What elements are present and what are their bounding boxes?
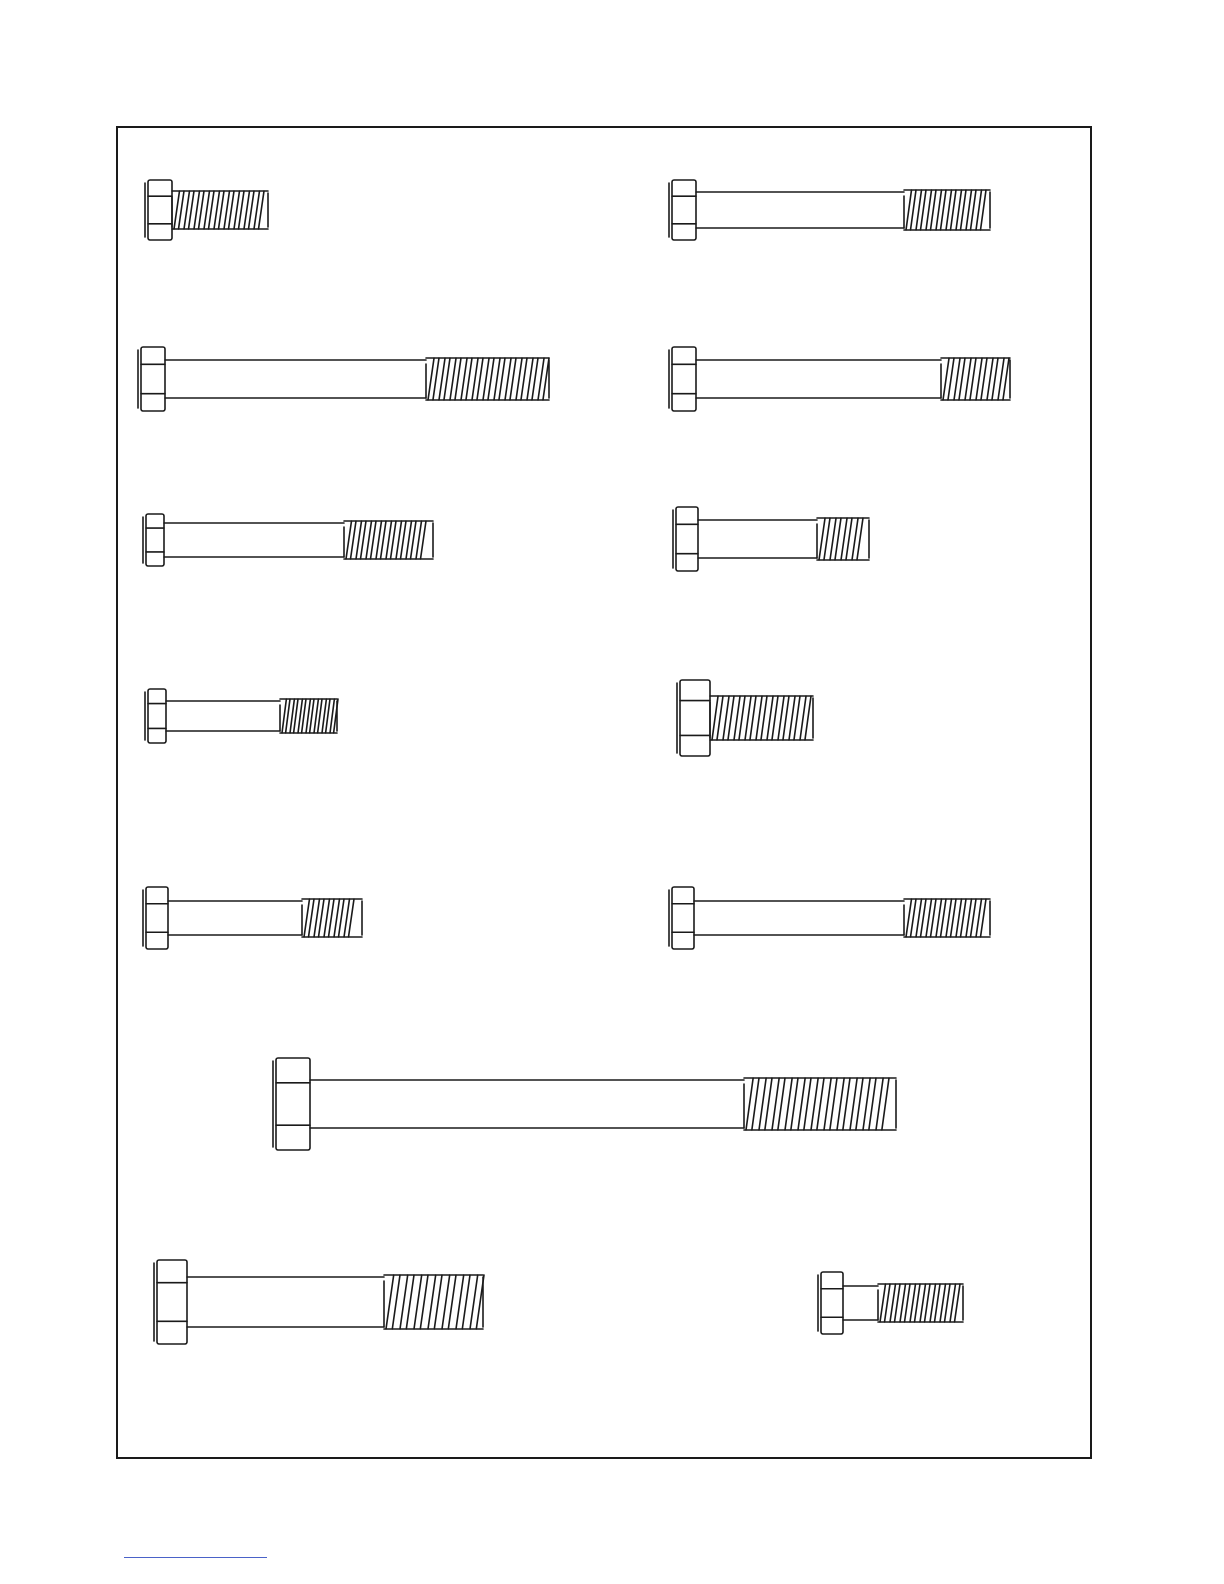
bolt-head: [669, 347, 696, 411]
bolt-11: [273, 1058, 896, 1150]
bolt-thread: [384, 1275, 484, 1329]
bolt-thread: [744, 1078, 896, 1130]
bolt-shank: [165, 360, 426, 398]
bolt-shank: [187, 1277, 384, 1327]
bolt-7: [145, 689, 338, 743]
bolt-13: [818, 1272, 963, 1334]
bolt-thread: [941, 358, 1010, 400]
bolt-thread: [344, 521, 433, 559]
bolt-thread: [172, 191, 268, 229]
bolt-head: [818, 1272, 843, 1334]
bolt-thread: [817, 518, 869, 560]
bolt-thread: [302, 899, 362, 937]
bolt-head: [138, 347, 165, 411]
bolt-shank: [843, 1286, 878, 1320]
bolt-shank: [696, 192, 904, 228]
bolt-12: [154, 1260, 484, 1344]
bolt-8: [677, 680, 813, 756]
bolt-3: [138, 347, 549, 411]
bolt-head: [143, 887, 168, 949]
bolt-shank: [694, 901, 904, 935]
bolt-shank: [696, 360, 941, 398]
bolt-head: [669, 887, 694, 949]
bolt-head: [145, 689, 166, 743]
bolt-thread: [904, 190, 990, 230]
bolt-thread: [878, 1284, 963, 1322]
bolt-thread: [710, 696, 813, 740]
bolt-5: [143, 514, 433, 566]
bolt-head: [677, 680, 710, 756]
bolt-1: [145, 180, 268, 240]
bolt-shank: [698, 520, 817, 558]
bolt-head: [145, 180, 172, 240]
bolt-10: [669, 887, 990, 949]
bolt-head: [273, 1058, 310, 1150]
bolt-shank: [166, 701, 280, 731]
bolt-2: [669, 180, 990, 240]
bolt-thread: [280, 699, 338, 733]
bolt-thread: [426, 358, 549, 400]
bolt-4: [669, 347, 1010, 411]
bolt-shank: [310, 1080, 744, 1128]
bottom-rule: [124, 1557, 267, 1558]
bolt-shank: [168, 901, 302, 935]
bolt-9: [143, 887, 362, 949]
bolt-head: [673, 507, 698, 571]
bolt-shank: [164, 523, 344, 557]
bolt-thread: [904, 899, 990, 937]
bolt-head: [143, 514, 164, 566]
bolt-head: [154, 1260, 187, 1344]
bolt-6: [673, 507, 869, 571]
bolt-head: [669, 180, 696, 240]
